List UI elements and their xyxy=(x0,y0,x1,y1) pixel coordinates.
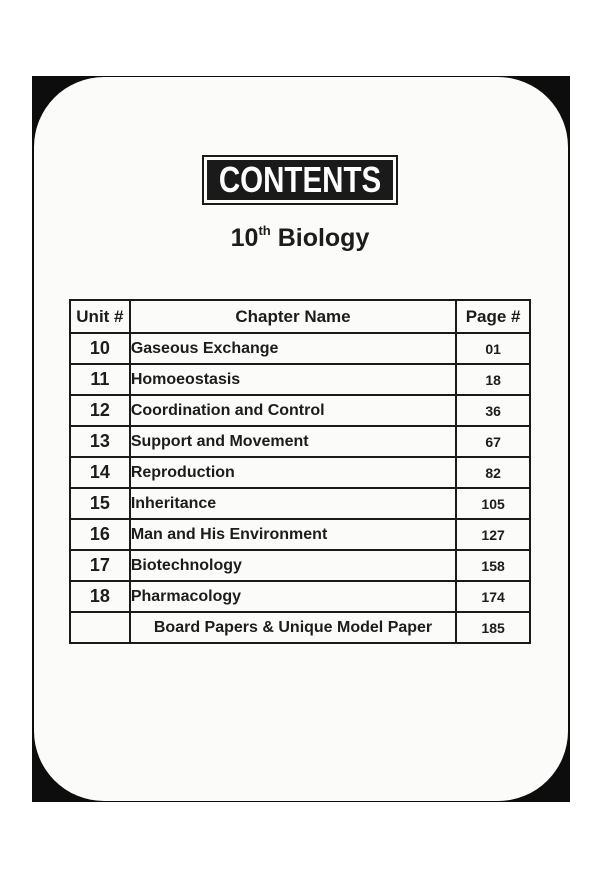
chapter-name: Man and His Environment xyxy=(130,519,456,550)
chapter-name: Support and Movement xyxy=(130,426,456,457)
page-subtitle xyxy=(0,223,600,253)
chapter-name: Coordination and Control xyxy=(130,395,456,426)
unit-number: 12 xyxy=(70,395,130,426)
contents-table xyxy=(69,299,531,644)
unit-number xyxy=(70,612,130,643)
chapter-name: Inheritance xyxy=(130,488,456,519)
page-number: 127 xyxy=(456,519,530,550)
page-number: 36 xyxy=(456,395,530,426)
page-number: 174 xyxy=(456,581,530,612)
chapter-name: Pharmacology xyxy=(130,581,456,612)
unit-number: 11 xyxy=(70,364,130,395)
page-number: 158 xyxy=(456,550,530,581)
column-header-chapter: Chapter Name xyxy=(130,300,456,333)
table-row xyxy=(70,612,530,643)
page-number: 18 xyxy=(456,364,530,395)
page-number: 01 xyxy=(456,333,530,364)
table-row xyxy=(70,519,530,550)
unit-number: 10 xyxy=(70,333,130,364)
column-header-unit: Unit # xyxy=(70,300,130,333)
chapter-name: Homoeostasis xyxy=(130,364,456,395)
page-number: 105 xyxy=(456,488,530,519)
table-row xyxy=(70,364,530,395)
table-row xyxy=(70,426,530,457)
unit-number: 15 xyxy=(70,488,130,519)
table-row xyxy=(70,581,530,612)
column-header-page: Page # xyxy=(456,300,530,333)
subtitle-suffix: th xyxy=(258,223,271,238)
table-row xyxy=(70,395,530,426)
contents-banner xyxy=(202,155,398,205)
chapter-name: Gaseous Exchange xyxy=(130,333,456,364)
table-row xyxy=(70,333,530,364)
unit-number: 18 xyxy=(70,581,130,612)
page-number: 67 xyxy=(456,426,530,457)
chapter-name: Board Papers & Unique Model Paper xyxy=(130,612,456,643)
table-header-row xyxy=(70,300,530,333)
unit-number: 13 xyxy=(70,426,130,457)
unit-number: 14 xyxy=(70,457,130,488)
subtitle-subject: Biology xyxy=(277,224,370,252)
page-number: 82 xyxy=(456,457,530,488)
page-number: 185 xyxy=(456,612,530,643)
table-row xyxy=(70,488,530,519)
chapter-name: Reproduction xyxy=(130,457,456,488)
unit-number: 16 xyxy=(70,519,130,550)
table-row xyxy=(70,550,530,581)
table-row xyxy=(70,457,530,488)
subtitle-number: 10 xyxy=(230,224,259,252)
chapter-name: Biotechnology xyxy=(130,550,456,581)
contents-title: CONTENTS xyxy=(218,159,382,200)
unit-number: 17 xyxy=(70,550,130,581)
